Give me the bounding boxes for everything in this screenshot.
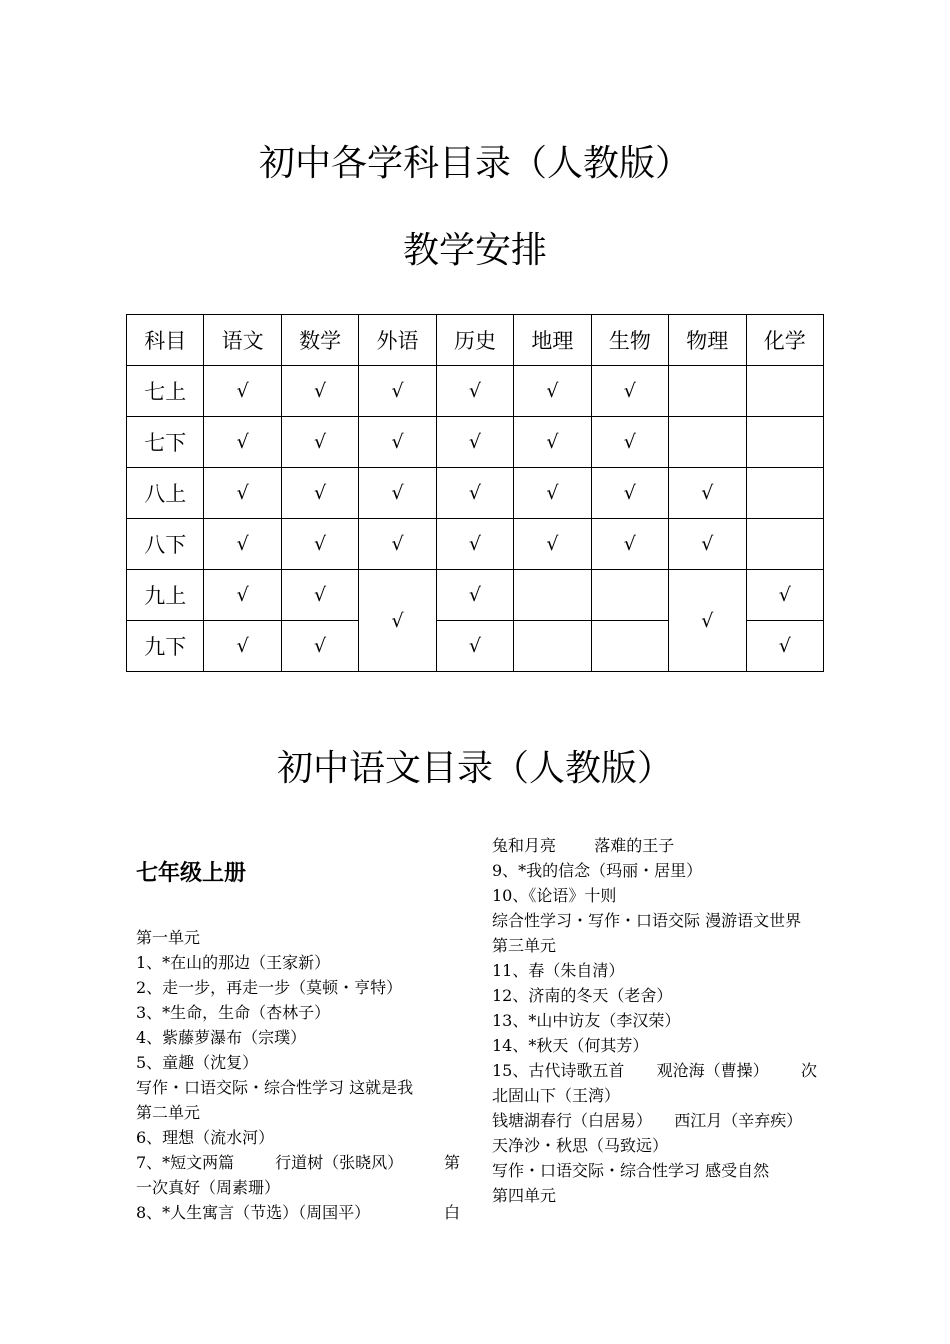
- header-subject: 历史: [436, 315, 513, 366]
- lesson-text: 白: [443, 1203, 460, 1222]
- check-mark: √: [359, 417, 436, 468]
- check-mark: √: [514, 468, 591, 519]
- check-mark: √: [591, 417, 668, 468]
- check-mark: √: [436, 570, 513, 621]
- check-mark: √: [746, 570, 824, 621]
- table-row: [127, 417, 824, 468]
- lesson-item: [492, 833, 817, 858]
- header-subject: 数学: [281, 315, 358, 366]
- check-mark: √: [591, 468, 668, 519]
- lesson-item: [492, 1108, 817, 1133]
- check-mark: √: [204, 366, 281, 417]
- lesson-item: 14、*秋天（何其芳）: [492, 1036, 649, 1055]
- lesson-text: 落难的王子: [594, 836, 675, 855]
- lesson-text: 观沧海（曹操）: [656, 1061, 769, 1080]
- check-mark: √: [514, 366, 591, 417]
- empty-cell: [746, 468, 824, 519]
- check-mark: √: [436, 621, 513, 672]
- table-row: [127, 519, 824, 570]
- lesson-text: 7、*短文两篇: [136, 1153, 235, 1172]
- check-mark: √: [669, 468, 746, 519]
- lesson-item: [492, 1058, 817, 1083]
- check-mark: √: [436, 417, 513, 468]
- empty-cell: [746, 366, 824, 417]
- check-mark: √: [204, 519, 281, 570]
- header-subject: 地理: [514, 315, 591, 366]
- empty-cell: [514, 621, 591, 672]
- check-mark: √: [204, 417, 281, 468]
- empty-cell: [669, 366, 746, 417]
- unit-heading: 第三单元: [492, 936, 557, 955]
- empty-cell: [669, 417, 746, 468]
- chinese-title: 初中语文目录（人教版）: [276, 748, 673, 789]
- check-mark: √: [514, 417, 591, 468]
- lesson-item: 2、走一步，再走一步（莫顿・亨特）: [136, 978, 403, 997]
- table-row: [127, 570, 824, 621]
- check-mark: √: [359, 468, 436, 519]
- lesson-item: 11、春（朱自清）: [492, 961, 625, 980]
- empty-cell: [591, 570, 668, 621]
- header-subject: 化学: [746, 315, 824, 366]
- grade-heading: 七年级上册: [136, 861, 247, 886]
- writing-item: 综合性学习・写作・口语交际 漫游语文世界: [492, 911, 802, 930]
- lesson-text: 西江月（辛弃疾）: [674, 1111, 803, 1130]
- check-mark: √: [436, 366, 513, 417]
- lesson-item: 4、紫藤萝瀑布（宗璞）: [136, 1028, 307, 1047]
- lesson-item: 1、*在山的那边（王家新）: [136, 953, 331, 972]
- lesson-item: 6、理想（流水河）: [136, 1128, 275, 1147]
- header-subject: 外语: [359, 315, 436, 366]
- table-header-row: [127, 315, 824, 366]
- header-subject: 物理: [669, 315, 746, 366]
- check-mark: √: [514, 519, 591, 570]
- header-corner: 科目: [127, 315, 204, 366]
- row-label: 七下: [127, 417, 204, 468]
- lesson-item: 10、《论语》十则: [492, 886, 617, 905]
- check-mark: √: [359, 519, 436, 570]
- lesson-item: 5、童趣（沈复）: [136, 1053, 259, 1072]
- check-mark: √: [281, 468, 358, 519]
- check-mark: √: [669, 519, 746, 570]
- lesson-item: 12、济南的冬天（老舍）: [492, 986, 673, 1005]
- lesson-text: 行道树（张晓风）: [275, 1153, 404, 1172]
- lesson-item: 一次真好（周素珊）: [136, 1178, 281, 1197]
- row-label: 七上: [127, 366, 204, 417]
- lesson-text: 8、*人生寓言（节选）（周国平）: [136, 1203, 371, 1222]
- toc-right-column: [492, 833, 817, 1208]
- empty-cell: [746, 417, 824, 468]
- check-mark: √: [436, 468, 513, 519]
- lesson-text: 兔和月亮: [492, 836, 557, 855]
- check-mark: √: [746, 621, 824, 672]
- table-row: [127, 468, 824, 519]
- check-mark: √: [204, 468, 281, 519]
- row-label: 八下: [127, 519, 204, 570]
- lesson-text: 15、古代诗歌五首: [492, 1061, 625, 1080]
- unit-heading: 第二单元: [136, 1103, 201, 1122]
- unit-heading: 第四单元: [492, 1186, 557, 1205]
- check-mark: √: [281, 519, 358, 570]
- lesson-item: [136, 1150, 460, 1175]
- row-label: 九上: [127, 570, 204, 621]
- lesson-text: 第: [443, 1153, 460, 1172]
- header-subject: 生物: [591, 315, 668, 366]
- check-mark: √: [669, 570, 746, 672]
- lesson-item: [136, 1200, 460, 1225]
- lesson-item: 天净沙・秋思（马致远）: [492, 1136, 669, 1155]
- toc-left-column: [136, 925, 460, 1225]
- check-mark: √: [281, 417, 358, 468]
- empty-cell: [591, 621, 668, 672]
- check-mark: √: [281, 366, 358, 417]
- lesson-text: 次: [800, 1061, 817, 1080]
- check-mark: √: [204, 570, 281, 621]
- check-mark: √: [436, 519, 513, 570]
- writing-item: 写作・口语交际・综合性学习 这就是我: [136, 1078, 414, 1097]
- empty-cell: [746, 519, 824, 570]
- main-title: 初中各学科目录（人教版）: [258, 143, 691, 184]
- lesson-text: 钱塘湖春行（白居易）: [492, 1111, 653, 1130]
- check-mark: √: [359, 570, 436, 672]
- check-mark: √: [281, 570, 358, 621]
- check-mark: √: [591, 366, 668, 417]
- schedule-title: 教学安排: [402, 230, 547, 271]
- check-mark: √: [281, 621, 358, 672]
- row-label: 九下: [127, 621, 204, 672]
- lesson-item: 9、*我的信念（玛丽・居里）: [492, 861, 703, 880]
- header-subject: 语文: [204, 315, 281, 366]
- check-mark: √: [591, 519, 668, 570]
- lesson-item: 北固山下（王湾）: [492, 1086, 621, 1105]
- lesson-item: 3、*生命，生命（杏林子）: [136, 1003, 331, 1022]
- lesson-item: 13、*山中访友（李汉荣）: [492, 1011, 681, 1030]
- table-row: [127, 366, 824, 417]
- schedule-table: [126, 314, 824, 672]
- writing-item: 写作・口语交际・综合性学习 感受自然: [492, 1161, 770, 1180]
- empty-cell: [514, 570, 591, 621]
- check-mark: √: [204, 621, 281, 672]
- unit-heading: 第一单元: [136, 928, 201, 947]
- check-mark: √: [359, 366, 436, 417]
- row-label: 八上: [127, 468, 204, 519]
